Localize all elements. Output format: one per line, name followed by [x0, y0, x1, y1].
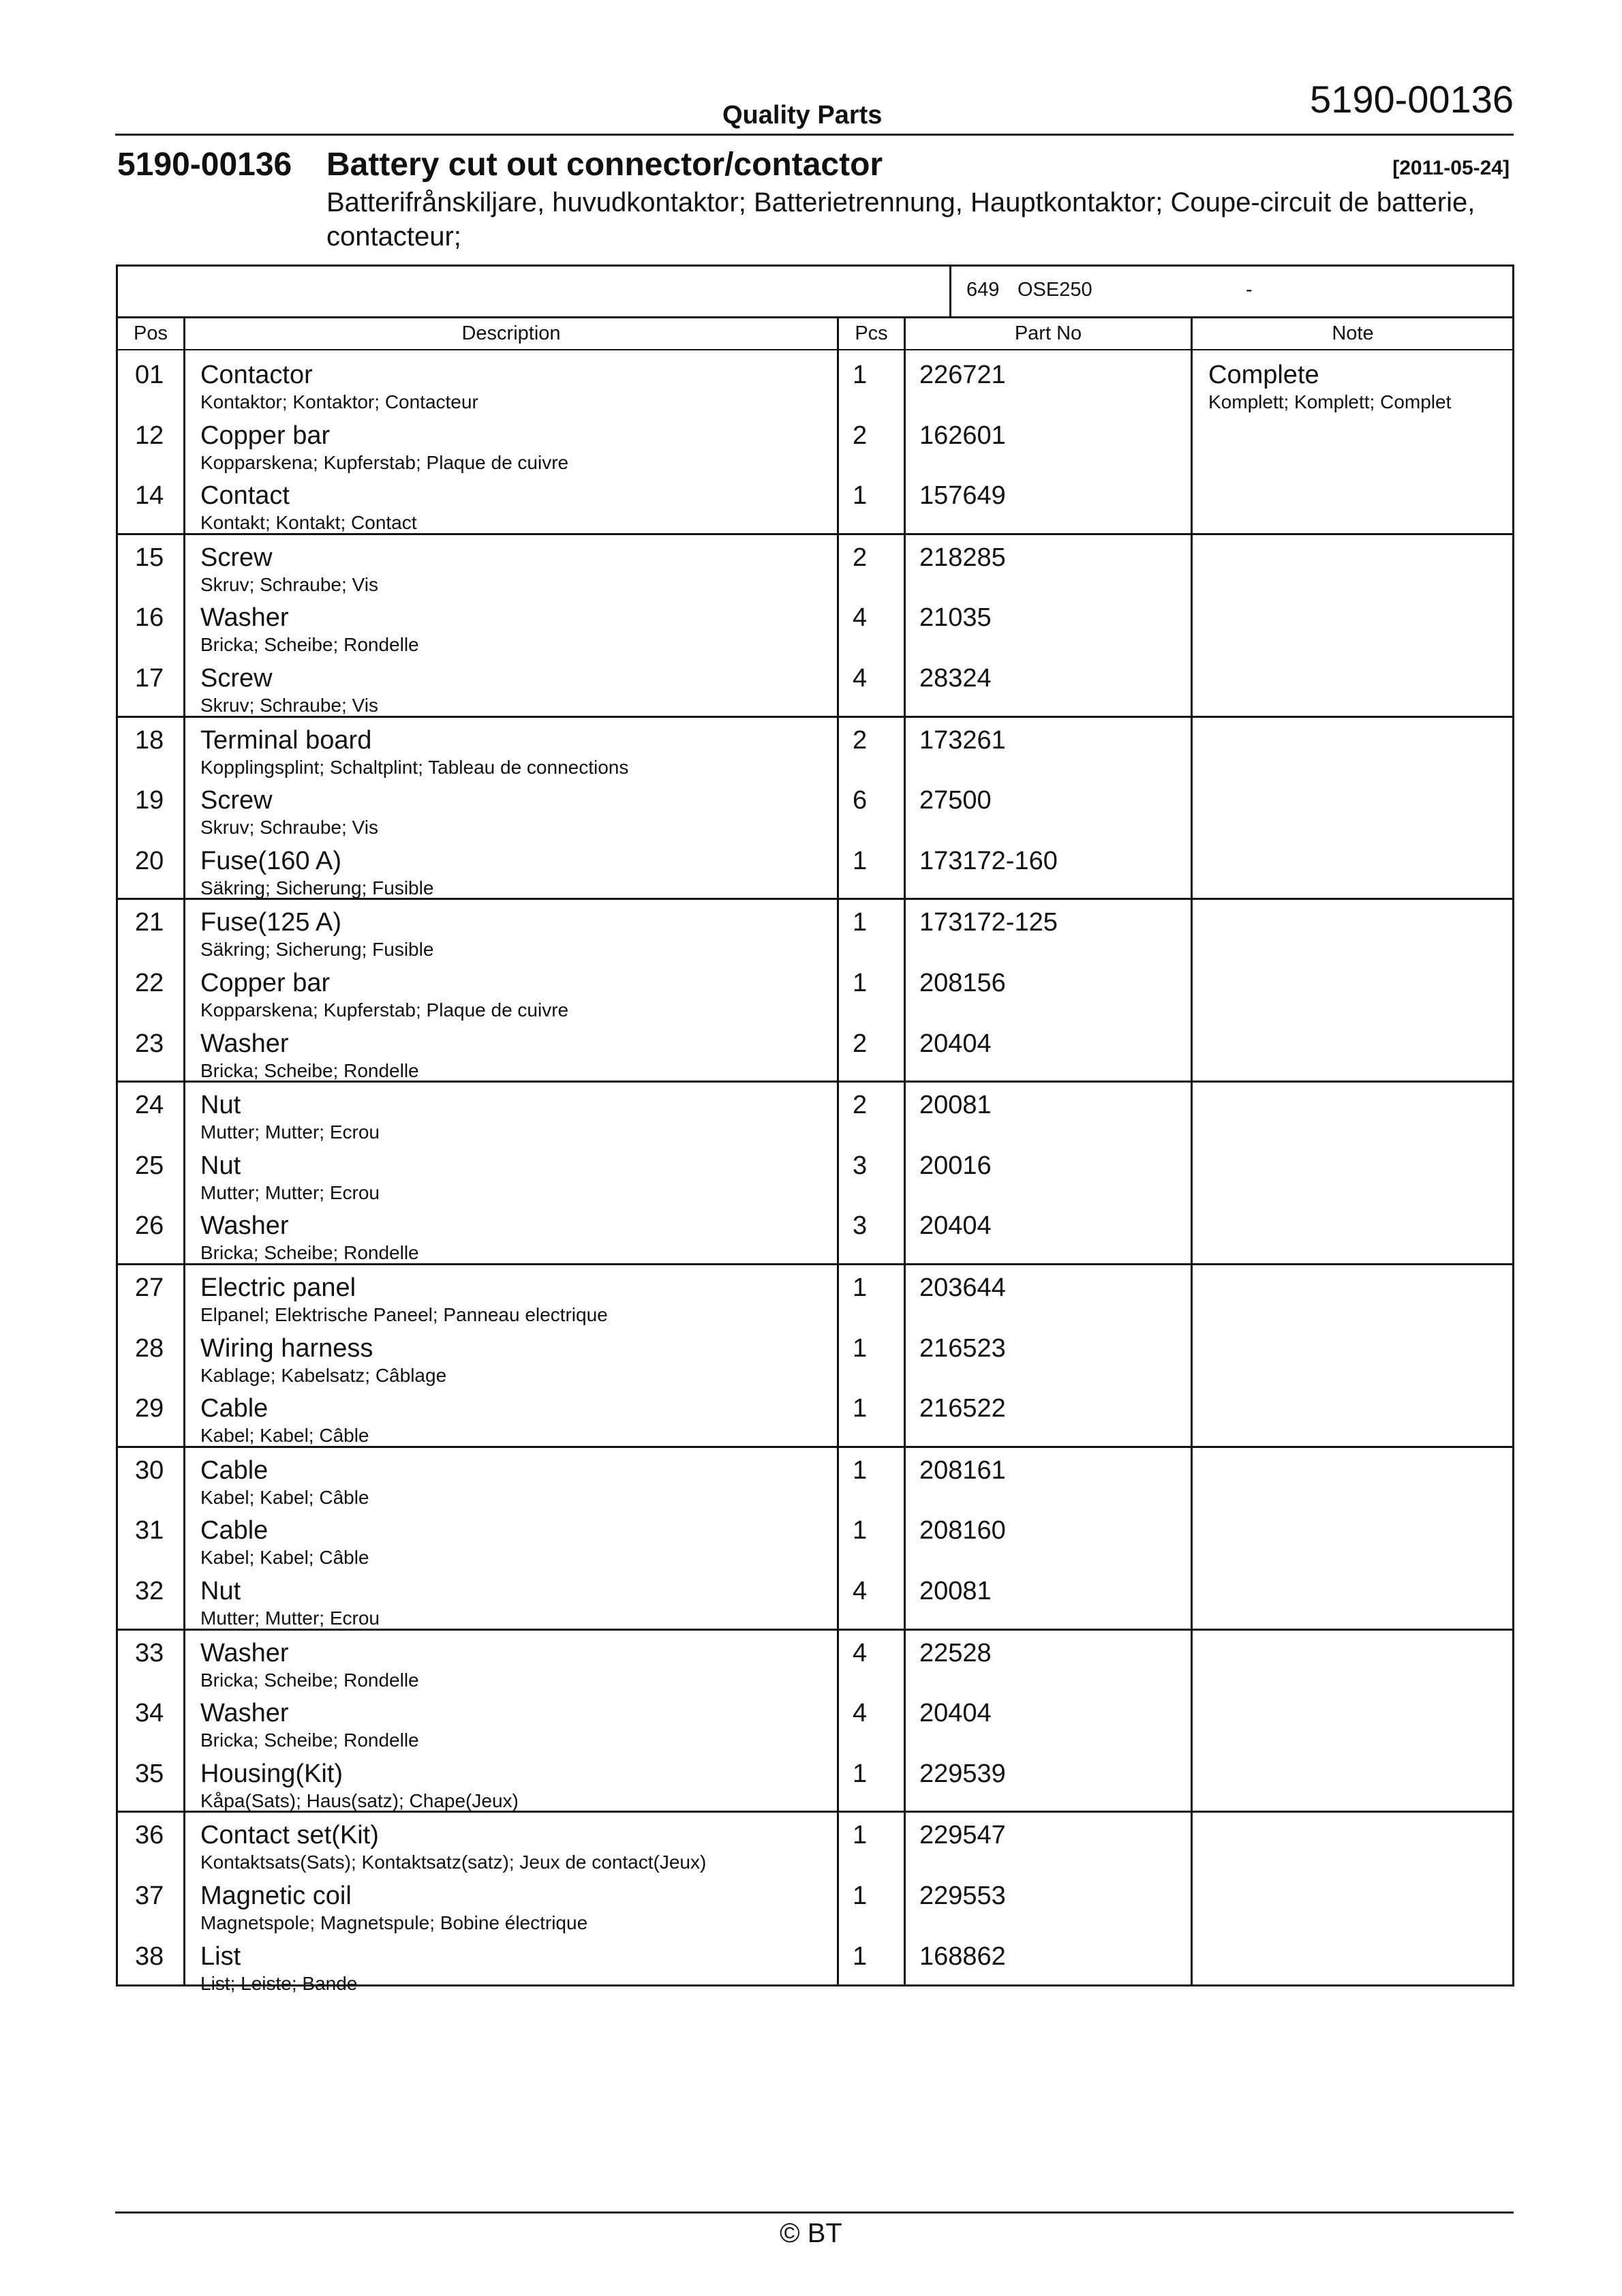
col-description: Description — [461, 322, 561, 344]
cell-note: Complete — [1208, 361, 1319, 389]
cell-pcs: 1 — [853, 969, 868, 997]
cell-pos: 18 — [135, 725, 164, 755]
cell-translation: Elpanel; Elektrische Paneel; Panneau electrique — [200, 1304, 608, 1325]
cell-part-no: 229553 — [919, 1882, 1006, 1910]
cell-pos: 20 — [135, 846, 164, 875]
cell-pos: 17 — [135, 664, 164, 693]
cell-pcs: 4 — [853, 1577, 868, 1605]
cell-pos: 24 — [135, 1091, 164, 1120]
cell-translation: Kopparskena; Kupferstab; Plaque de cuivre — [200, 451, 569, 473]
cell-translation: Kabel; Kabel; Câble — [200, 1486, 369, 1508]
table-row — [118, 908, 1512, 968]
table-row — [118, 1821, 1512, 1881]
cell-description: Cable — [200, 1455, 269, 1485]
cell-pcs: 1 — [853, 1759, 868, 1788]
cell-pos: 01 — [135, 361, 164, 389]
header-double-rule — [118, 349, 1512, 350]
cell-description: Contact — [200, 481, 290, 511]
cell-translation: Mutter; Mutter; Ecrou — [200, 1121, 380, 1143]
cell-translation: List; Leiste; Bande — [200, 1972, 358, 1994]
cell-note-translation: Komplett; Komplett; Complet — [1208, 391, 1452, 412]
footer-divider — [115, 2211, 1514, 2214]
cell-part-no: 216523 — [919, 1333, 1006, 1363]
table-row — [118, 603, 1512, 663]
cell-part-no: 218285 — [919, 543, 1006, 572]
cell-pos: 35 — [135, 1759, 164, 1788]
cell-description: Washer — [200, 1699, 289, 1728]
cell-pos: 16 — [135, 603, 164, 633]
doc-title: Battery cut out connector/contactor — [326, 147, 883, 183]
cell-pos: 15 — [135, 543, 164, 572]
cell-part-no: 21035 — [919, 603, 992, 633]
table-row — [118, 1456, 1512, 1516]
cell-translation: Skruv; Schraube; Vis — [200, 817, 378, 839]
group-divider — [118, 1081, 1512, 1083]
cell-description: Washer — [200, 1211, 289, 1241]
cell-part-no: 20081 — [919, 1091, 992, 1120]
cell-description: Cable — [200, 1516, 269, 1545]
col-pcs: Pcs — [855, 322, 888, 344]
cell-pcs: 1 — [853, 1516, 868, 1545]
cell-description: Housing(Kit) — [200, 1759, 343, 1788]
cell-description: Screw — [200, 786, 273, 815]
group-divider — [118, 1263, 1512, 1265]
cell-pos: 14 — [135, 481, 164, 511]
cell-pcs: 2 — [853, 421, 868, 450]
table-row — [118, 786, 1512, 846]
cell-translation: Kontaktsats(Sats); Kontaktsatz(satz); Jeux de contact(Jeux) — [200, 1852, 707, 1873]
cell-part-no: 208160 — [919, 1516, 1006, 1545]
cell-description: Nut — [200, 1577, 241, 1605]
group-divider — [118, 716, 1512, 718]
table-row — [118, 1151, 1512, 1211]
cell-pcs: 2 — [853, 725, 868, 755]
cell-pos: 32 — [135, 1577, 164, 1605]
cell-part-no: 173172-125 — [919, 908, 1058, 937]
cell-pcs: 1 — [853, 361, 868, 389]
cell-pcs: 1 — [853, 1455, 868, 1485]
cell-pos: 34 — [135, 1699, 164, 1728]
cell-translation: Kopplingsplint; Schaltplint; Tableau de connections — [200, 756, 629, 778]
cell-pcs: 2 — [853, 1029, 868, 1058]
cell-pos: 27 — [135, 1273, 164, 1302]
col-part-no: Part No — [1014, 322, 1082, 344]
cell-part-no: 216522 — [919, 1394, 1006, 1423]
cell-part-no: 229539 — [919, 1759, 1006, 1788]
cell-translation: Bricka; Scheibe; Rondelle — [200, 634, 419, 656]
cell-pos: 28 — [135, 1333, 164, 1363]
table-row — [118, 1516, 1512, 1576]
cell-translation: Säkring; Sicherung; Fusible — [200, 939, 434, 961]
cell-pos: 25 — [135, 1151, 164, 1180]
model-divider — [949, 267, 951, 316]
parts-table — [116, 265, 1514, 1994]
model-range: - — [1246, 279, 1253, 301]
cell-translation: Mutter; Mutter; Ecrou — [200, 1607, 380, 1629]
cell-pcs: 1 — [853, 481, 868, 511]
cell-description: Contactor — [200, 361, 313, 389]
cell-description: Nut — [200, 1151, 241, 1180]
cell-pos: 30 — [135, 1455, 164, 1485]
model-row — [118, 267, 1512, 318]
cell-description: Fuse(125 A) — [200, 908, 341, 937]
cell-pos: 33 — [135, 1638, 164, 1667]
cell-pos: 37 — [135, 1882, 164, 1910]
cell-part-no: 20404 — [919, 1699, 992, 1728]
cell-pcs: 1 — [853, 846, 868, 875]
cell-pcs: 1 — [853, 908, 868, 937]
cell-pcs: 1 — [853, 1394, 868, 1423]
cell-pos: 26 — [135, 1211, 164, 1241]
table-row — [118, 543, 1512, 603]
cell-translation: Kabel; Kabel; Câble — [200, 1425, 369, 1447]
cell-part-no: 20404 — [919, 1211, 992, 1241]
table-row — [118, 1091, 1512, 1151]
cell-translation: Kåpa(Sats); Haus(satz); Chape(Jeux) — [200, 1789, 519, 1811]
table-row — [118, 969, 1512, 1029]
model-code: 649 — [966, 279, 1000, 301]
cell-pcs: 1 — [853, 1882, 868, 1910]
model-name: OSE250 — [1017, 279, 1092, 301]
group-divider — [118, 533, 1512, 535]
cell-description: Washer — [200, 603, 289, 633]
table-header — [118, 318, 1512, 351]
cell-pos: 21 — [135, 908, 164, 937]
cell-description: Washer — [200, 1638, 289, 1667]
cell-description: Screw — [200, 543, 273, 572]
cell-description: Screw — [200, 664, 273, 693]
group-divider — [118, 1811, 1512, 1813]
cell-description: Nut — [200, 1091, 241, 1120]
cell-pcs: 3 — [853, 1211, 868, 1241]
cell-part-no: 208156 — [919, 969, 1006, 997]
col-note: Note — [1332, 322, 1374, 344]
cell-translation: Bricka; Scheibe; Rondelle — [200, 1669, 419, 1691]
cell-translation: Bricka; Scheibe; Rondelle — [200, 1059, 419, 1081]
cell-description: Magnetic coil — [200, 1882, 352, 1910]
cell-pos: 12 — [135, 421, 164, 450]
cell-description: Contact set(Kit) — [200, 1821, 379, 1850]
cell-part-no: 173261 — [919, 725, 1006, 755]
cell-description: Washer — [200, 1029, 289, 1058]
cell-pcs: 4 — [853, 1638, 868, 1667]
cell-translation: Mutter; Mutter; Ecrou — [200, 1181, 380, 1203]
cell-pos: 31 — [135, 1516, 164, 1545]
cell-pos: 22 — [135, 969, 164, 997]
cell-pos: 19 — [135, 786, 164, 815]
cell-part-no: 203644 — [919, 1273, 1006, 1302]
cell-pcs: 4 — [853, 603, 868, 633]
cell-pcs: 1 — [853, 1273, 868, 1302]
table-row — [118, 1942, 1512, 2002]
cell-description: Cable — [200, 1394, 269, 1423]
cell-description: Electric panel — [200, 1273, 356, 1302]
cell-part-no: 22528 — [919, 1638, 992, 1667]
cell-translation: Säkring; Sicherung; Fusible — [200, 877, 434, 898]
cell-pos: 23 — [135, 1029, 164, 1058]
cell-description: Fuse(160 A) — [200, 846, 341, 875]
cell-part-no: 226721 — [919, 361, 1006, 389]
table-row — [118, 1334, 1512, 1394]
cell-translation: Skruv; Schraube; Vis — [200, 573, 378, 595]
cell-pcs: 4 — [853, 1699, 868, 1728]
cell-description: Wiring harness — [200, 1333, 373, 1363]
cell-pcs: 6 — [853, 786, 868, 815]
cell-pcs: 3 — [853, 1151, 868, 1180]
cell-part-no: 157649 — [919, 481, 1006, 511]
group-divider — [118, 1446, 1512, 1448]
cell-translation: Bricka; Scheibe; Rondelle — [200, 1729, 419, 1751]
table-row — [118, 361, 1512, 421]
col-pos: Pos — [134, 322, 168, 344]
cell-part-no: 27500 — [919, 786, 992, 815]
doc-number: 5190-00136 — [117, 147, 292, 183]
cell-translation: Skruv; Schraube; Vis — [200, 695, 378, 716]
cell-translation: Kablage; Kabelsatz; Câblage — [200, 1364, 447, 1386]
cell-part-no: 173172-160 — [919, 846, 1058, 875]
cell-description: Terminal board — [200, 725, 372, 755]
cell-translation: Magnetspole; Magnetspule; Bobine électrique — [200, 1912, 588, 1933]
section-title: Quality Parts — [722, 101, 883, 130]
cell-translation: Kontaktor; Kontaktor; Contacteur — [200, 391, 478, 412]
cell-part-no: 20016 — [919, 1151, 992, 1180]
cell-part-no: 28324 — [919, 664, 992, 693]
table-row — [118, 1273, 1512, 1333]
cell-pcs: 1 — [853, 1942, 868, 1971]
cell-part-no: 162601 — [919, 421, 1006, 450]
doc-date: [2011-05-24] — [1392, 157, 1510, 179]
doc-subtitle: Batterifrånskiljare, huvudkontaktor; Batterietrennung, Hauptkontaktor; Coupe-circuit de batterie, contacteur; — [326, 187, 1475, 252]
cell-pcs: 2 — [853, 1091, 868, 1120]
table-row — [118, 1882, 1512, 1942]
cell-pcs: 4 — [853, 664, 868, 693]
table-row — [118, 726, 1512, 786]
cell-pcs: 1 — [853, 1821, 868, 1850]
cell-description: Copper bar — [200, 969, 331, 997]
cell-description: List — [200, 1942, 241, 1971]
cell-part-no: 168862 — [919, 1942, 1006, 1971]
cell-description: Copper bar — [200, 421, 331, 450]
cell-part-no: 229547 — [919, 1821, 1006, 1850]
cell-pcs: 1 — [853, 1333, 868, 1363]
group-divider — [118, 1629, 1512, 1631]
table-row — [118, 421, 1512, 481]
cell-translation: Bricka; Scheibe; Rondelle — [200, 1242, 419, 1264]
copyright: © BT — [780, 2218, 842, 2248]
cell-translation: Kontakt; Kontakt; Contact — [200, 512, 417, 534]
cell-part-no: 20081 — [919, 1577, 992, 1605]
cell-pos: 29 — [135, 1394, 164, 1423]
table-row — [118, 1639, 1512, 1699]
header-divider — [115, 134, 1514, 136]
table-row — [118, 1699, 1512, 1759]
cell-part-no: 208161 — [919, 1455, 1006, 1485]
cell-translation: Kopparskena; Kupferstab; Plaque de cuivre — [200, 999, 569, 1021]
cell-pos: 36 — [135, 1821, 164, 1850]
cell-pos: 38 — [135, 1942, 164, 1971]
group-divider — [118, 898, 1512, 900]
header-doc-number: 5190-00136 — [1310, 78, 1514, 121]
cell-translation: Kabel; Kabel; Câble — [200, 1547, 369, 1569]
cell-pcs: 2 — [853, 543, 868, 572]
cell-part-no: 20404 — [919, 1029, 992, 1058]
